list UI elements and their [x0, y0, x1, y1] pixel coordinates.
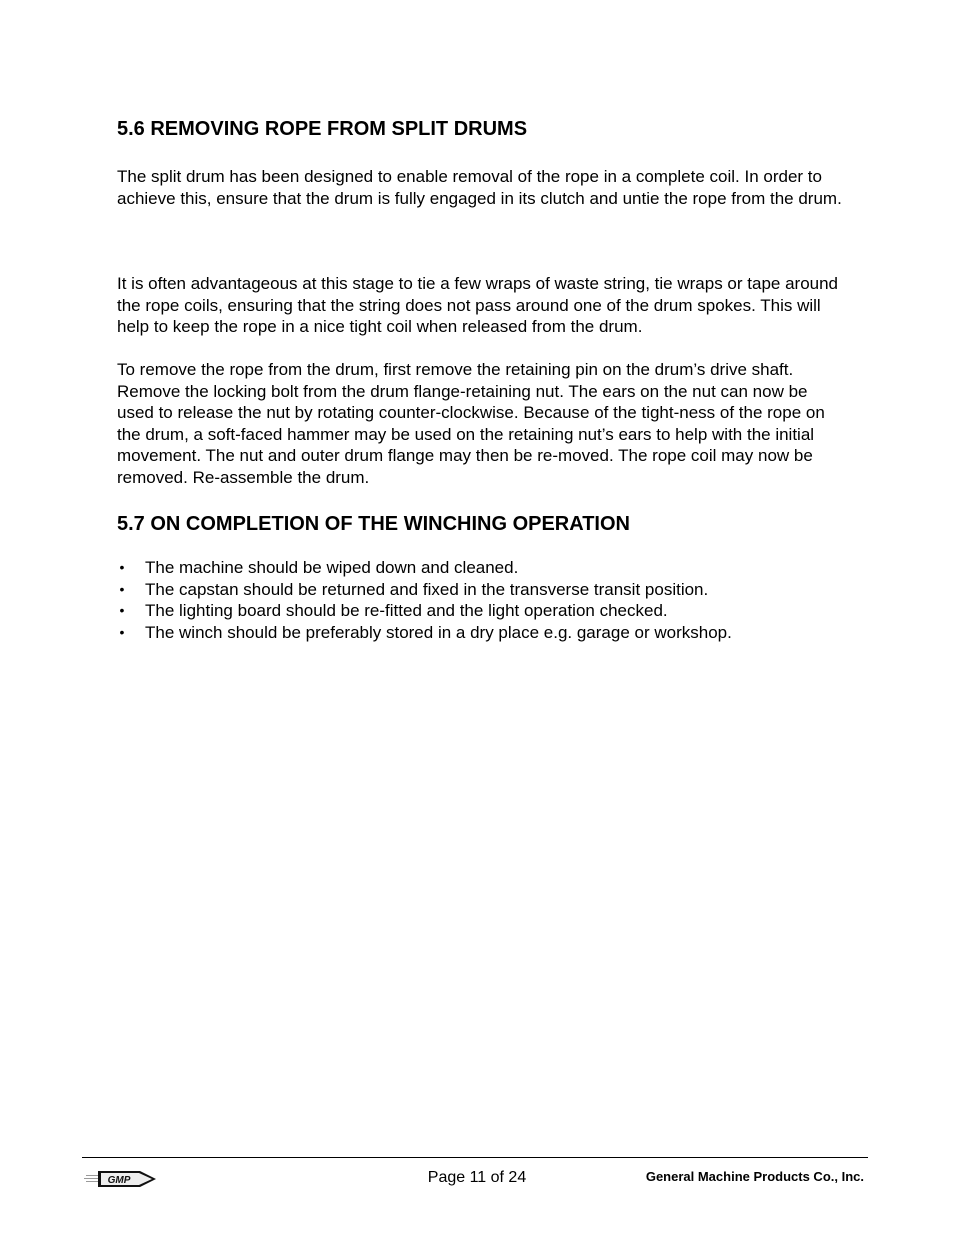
footer-divider	[82, 1157, 868, 1158]
paragraph: The split drum has been designed to enable removal of the rope in a complete coil. In order to achieve this, ensure that the drum is fully engaged in its clutch and untie the rope from the drum.	[117, 167, 842, 208]
list-item-text: The winch should be preferably stored in a dry place e.g. garage or workshop.	[145, 622, 732, 642]
list-item	[117, 557, 842, 579]
bullet-icon: •	[119, 559, 125, 575]
company-name: General Machine Products Co., Inc.	[645, 1169, 864, 1184]
list-item	[117, 622, 842, 644]
page-number: Page 11 of 24	[427, 1169, 527, 1186]
list-item	[117, 579, 842, 601]
bullet-icon: •	[119, 602, 125, 619]
section-heading-removing-rope: 5.6 REMOVING ROPE FROM SPLIT DRUMS	[117, 118, 528, 140]
list-item-text: The capstan should be returned and fixed in the transverse transit position.	[145, 579, 709, 599]
section-heading-completion: 5.7 ON COMPLETION OF THE WINCHING OPERATION	[117, 513, 630, 535]
bullet-icon: •	[119, 580, 125, 597]
logo-text: GMP	[107, 1175, 131, 1186]
paragraph: To remove the rope from the drum, first remove the retaining pin on the drum’s drive shaft. Remove the locking bolt from the drum flange-retaining nut. The ears on the nut can now be used to release the nut by rotating counter-clockwise. Because of the tight-ness of the rope on the drum, a soft-faced hammer may be used on the retaining nut’s ears to help with the initial movement. The nut and outer drum flange may then be re-moved. The rope coil may now be removed. Re-assemble the drum.	[117, 360, 825, 487]
list-item-text: The machine should be wiped down and cleaned.	[145, 558, 519, 577]
list-item	[117, 600, 842, 622]
paragraph: It is often advantageous at this stage to tie a few wraps of waste string, tie wraps or tape around the rope coils, ensuring that the string does not pass around one of the drum spokes. This will help to keep the rope in a nice tight coil when released from the drum.	[117, 274, 839, 337]
bullet-list	[117, 557, 842, 643]
list-item-text: The lighting board should be re-fitted and the light operation checked.	[145, 601, 668, 621]
bullet-icon: •	[119, 623, 125, 640]
